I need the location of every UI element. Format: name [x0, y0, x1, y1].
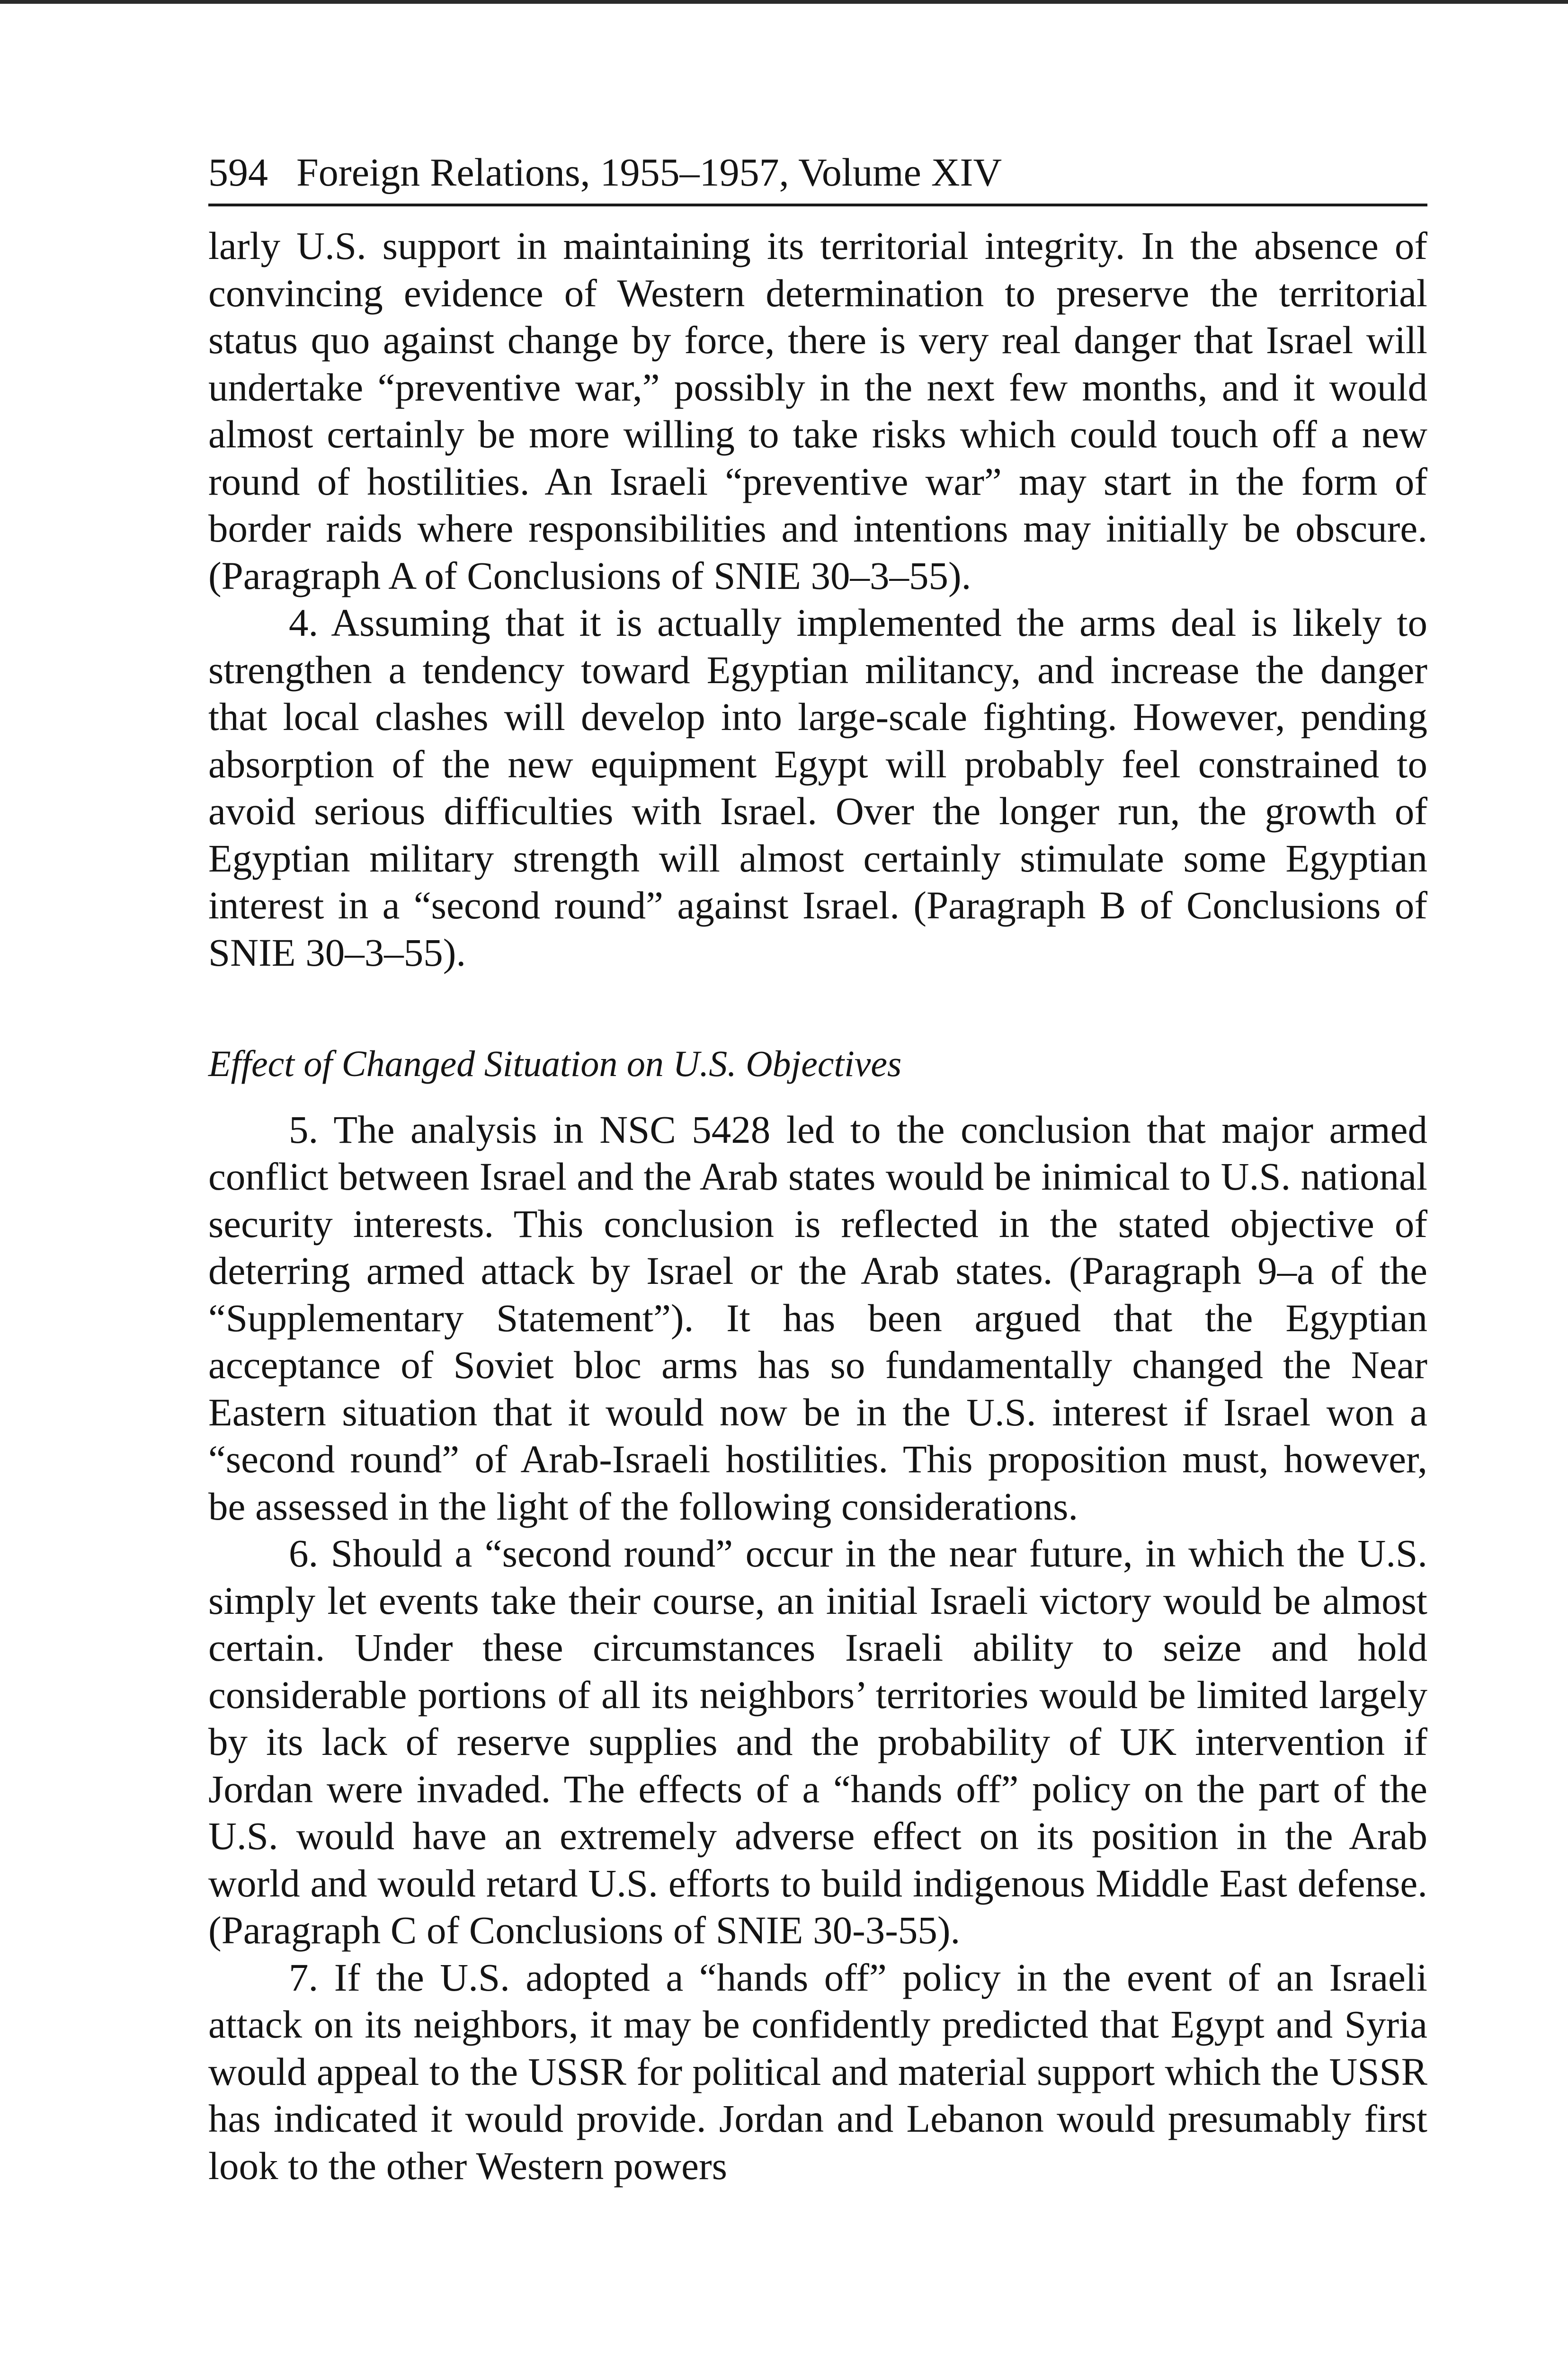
running-title: Foreign Relations, 1955–1957, Volume XIV [296, 151, 1002, 195]
scan-top-edge [0, 0, 1568, 4]
page-body [208, 222, 1427, 2189]
paragraph-5: 5. The analysis in NSC 5428 led to the conclusion that major armed conflict between Israel and the Arab states would be inimical to U.S. national security interests. This conclusion is reflected in the stated objective of deterring armed attack by Israel or the Arab states. (Paragraph 9–a of the “Supplementary Statement”). It has been argued that the Egyptian acceptance of Soviet bloc arms has so fundamentally changed the Near Eastern situation that it would now be in the U.S. interest if Israel won a “second round” of Arab-Israeli hostilities. This proposition must, however, be assessed in the light of the following considerations. [208, 1107, 1427, 1528]
section-heading: Effect of Changed Situation on U.S. Objectives [208, 1043, 902, 1084]
paragraph-6: 6. Should a “second round” occur in the near future, in which the U.S. simply let events take their course, an initial Israeli victory would be almost certain. Under these circumstances Israeli ability to seize and hold considerable portions of all its neighbors’ territories would be limited largely by its lack of reserve supplies and the probability of UK intervention if Jordan were invaded. The effects of a “hands off” policy on the part of the U.S. would have an extremely adverse effect on its position in the Arab world and would retard U.S. efforts to build indigenous Middle East defense. (Paragraph C of Conclusions of SNIE 30-3-55). [208, 1531, 1427, 1952]
running-header [208, 142, 1427, 206]
paragraph-7: 7. If the U.S. adopted a “hands off” policy in the event of an Israeli attack on its neighbors, it may be confidently predicted that Egypt and Syria would appeal to the USSR for political and material support which the USSR has indicated it would provide. Jordan and Lebanon would presumably first look to the other Western powers [208, 1955, 1427, 2188]
paragraph-4: 4. Assuming that it is actually implemented the arms deal is likely to strengthen a tendency toward Egyptian militancy, and increase the danger that local clashes will develop into large-scale fighting. However, pending absorption of the new equipment Egypt will probably feel constrained to avoid serious difficulties with Israel. Over the longer run, the growth of Egyptian military strength will almost certainly stimulate some Egyptian interest in a “second round” against Israel. (Paragraph B of Conclusions of SNIE 30–3–55). [208, 601, 1427, 974]
paragraph-continued: larly U.S. support in maintaining its territorial integrity. In the absence of convincing evidence of Western determination to preserve the territorial status quo against change by force, there is very real danger that Israel will undertake “preventive war,” possibly in the next few months, and it would almost certainly be more willing to take risks which could touch off a new round of hostilities. An Israeli “preventive war” may start in the form of border raids where responsibilities and intentions may initially be obscure. (Paragraph A of Conclusions of SNIE 30–3–55). [208, 224, 1427, 597]
page-number: 594 [208, 151, 268, 195]
